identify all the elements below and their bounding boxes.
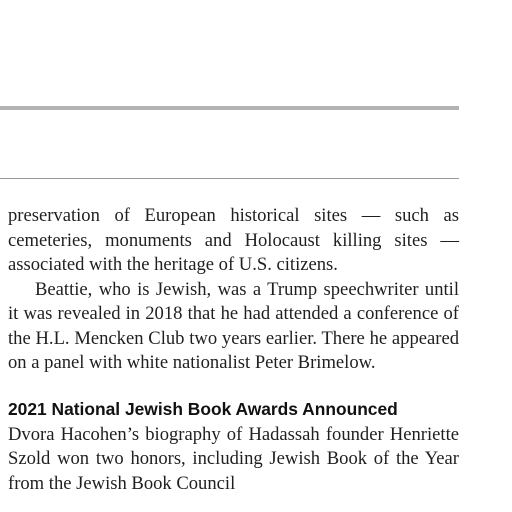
section-paragraph: Dvora Hacohen’s biography of Hadassah founder Henriette Szold won two honors, including Jewish Book of the Year from the Jewish Book Council: [8, 423, 459, 494]
article-paragraph-beattie: Beattie, who is Jewish, was a Trump speechwriter until it was revealed in 2018 that he had attended a conference of the H.L. Mencken Club two years earlier. There he appeared on a panel with white nationalist Peter Brimelow.: [8, 278, 459, 373]
article-column: [8, 204, 459, 496]
section-heading: 2021 National Jewish Book Awards Announced: [8, 398, 398, 419]
section-divider-thin: [0, 178, 459, 179]
section-divider-thick: [0, 106, 459, 110]
article-paragraph-continued: preservation of European historical sites — such as cemeteries, monuments and Holocaust killing sites — associated with the heritage of U.S. citizens.: [8, 205, 459, 275]
